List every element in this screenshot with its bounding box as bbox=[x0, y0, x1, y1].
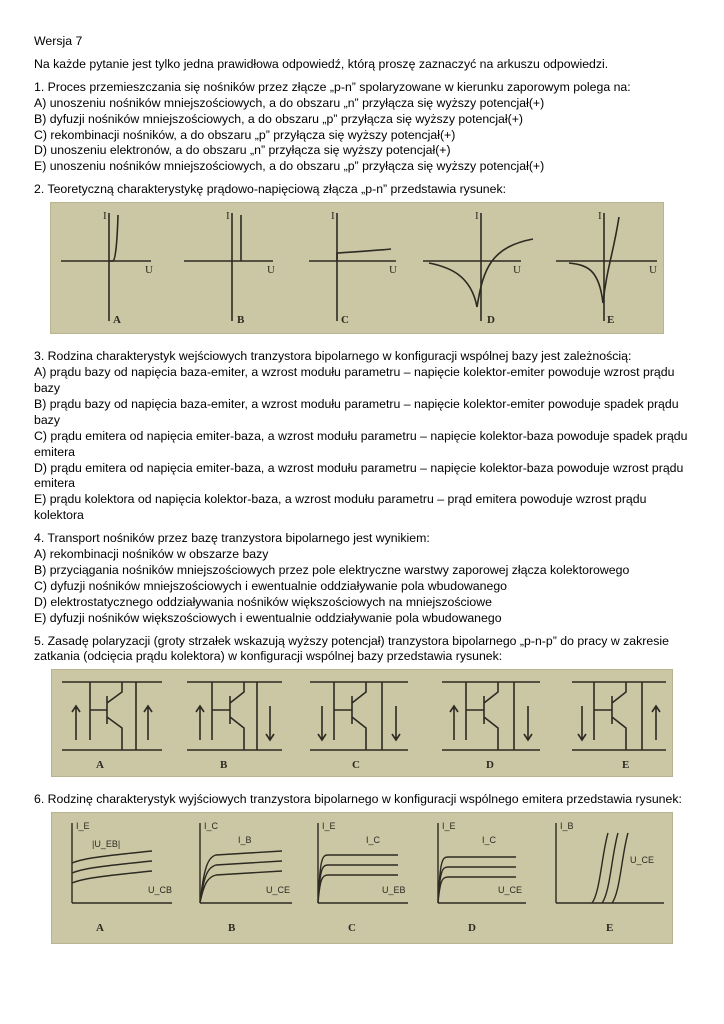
axis-label-i: I bbox=[103, 210, 107, 223]
answer-option: D) unoszeniu elektronów, a do obszaru „n” przyłącza się wyższy potencjał(+) bbox=[34, 143, 451, 158]
axis-label-y: I_C bbox=[204, 821, 219, 832]
question-4 bbox=[34, 531, 694, 626]
question-3 bbox=[34, 349, 694, 524]
figure-label-c: C bbox=[352, 759, 360, 772]
graph-e bbox=[556, 213, 657, 321]
axis-label-u: U bbox=[649, 264, 657, 277]
circuit-b bbox=[187, 682, 282, 750]
figure-label-c: C bbox=[341, 314, 349, 327]
answer-option: D) elektrostatycznego oddziaływania nośników większościowych na mniejszościowe bbox=[34, 594, 492, 609]
axis-label-y: I_B bbox=[560, 821, 574, 832]
axis-label-y: I_E bbox=[442, 821, 456, 832]
figure-label-a: A bbox=[96, 759, 104, 772]
question-1 bbox=[34, 80, 694, 175]
answer-option: B) dyfuzji nośników mniejszościowych, a do obszaru „p” przyłącza się wyższy potencjał(+) bbox=[34, 111, 523, 126]
figure-label-d: D bbox=[468, 922, 476, 935]
question-6 bbox=[34, 792, 694, 944]
graph-b bbox=[184, 213, 273, 321]
transistor-polarization-figure bbox=[51, 669, 673, 777]
axis-label-x: U_CB bbox=[148, 885, 173, 896]
question-text: 6. Rodzinę charakterystyk wyjściowych tranzystora bipolarnego w konfiguracji wspólnego emitera przedstawia rysunek: bbox=[34, 792, 682, 807]
axis-label-y: I_E bbox=[322, 821, 336, 832]
circuit-c bbox=[310, 682, 408, 750]
output-graphs-svg bbox=[52, 813, 672, 943]
question-text: 2. Teoretyczną charakterystykę prądowo-napięciową złącza „p-n” przedstawia rysunek: bbox=[34, 182, 507, 197]
axis-label-u: U bbox=[267, 264, 275, 277]
axis-label-u: U bbox=[389, 264, 397, 277]
graph-c bbox=[309, 213, 396, 321]
instruction-text: Na każde pytanie jest tylko jedna prawidłowa odpowiedź, którą proszę zaznaczyć na arkuszu odpowiedzi. bbox=[34, 56, 609, 71]
version-label: Wersja 7 bbox=[34, 34, 83, 48]
answer-option: E) prądu kolektora od napięcia kolektor-baza, a wzrost modułu parametru – prąd emitera powoduje wzrost prądu kolektora bbox=[34, 492, 647, 523]
param-label: I_C bbox=[482, 835, 497, 846]
answer-option: C) dyfuzji nośników mniejszościowych i ewentualnie oddziaływanie pola wbudowanego bbox=[34, 578, 508, 593]
figure-label-d: D bbox=[486, 759, 494, 772]
figure-label-d: D bbox=[487, 314, 495, 327]
iv-graphs-svg bbox=[51, 203, 663, 333]
axis-label-i: I bbox=[475, 210, 479, 223]
circuit-a bbox=[62, 682, 162, 750]
param-label: I_B bbox=[238, 835, 252, 846]
figure-label-a: A bbox=[113, 314, 121, 327]
circuit-e bbox=[572, 682, 666, 750]
param-label: |U_EB| bbox=[92, 839, 121, 850]
answer-option: D) prądu emitera od napięcia emiter-baza, a wzrost modułu parametru – napięcie kolektor-baza powoduje wzrost prądu emitera bbox=[34, 460, 684, 491]
axis-label-i: I bbox=[331, 210, 335, 223]
axis-label-i: I bbox=[226, 210, 230, 223]
figure-label-b: B bbox=[220, 759, 228, 772]
answer-option: C) prądu emitera od napięcia emiter-baza, a wzrost modułu parametru – napięcie kolektor-baza powoduje spadek prądu emitera bbox=[34, 428, 688, 459]
axis-label-x: U_EB bbox=[382, 885, 406, 896]
question-5 bbox=[34, 634, 694, 778]
question-text: 4. Transport nośników przez bazę tranzystora bipolarnego jest wynikiem: bbox=[34, 531, 430, 546]
answer-option: E) dyfuzji nośników większościowych i ewentualnie oddziaływanie pola wbudowanego bbox=[34, 610, 502, 625]
circuit-d bbox=[442, 682, 540, 750]
exam-page bbox=[34, 34, 694, 951]
axis-label-u: U bbox=[145, 264, 153, 277]
answer-option: B) prądu bazy od napięcia baza-emiter, a wzrost modułu parametru – napięcie kolektor-emiter powoduje spadek prądu bazy bbox=[34, 396, 679, 427]
figure-label-c: C bbox=[348, 922, 356, 935]
answer-option: C) rekombinacji nośników, a do obszaru „p” przyłącza się wyższy potencjał(+) bbox=[34, 127, 456, 142]
figure-label-b: B bbox=[228, 922, 236, 935]
answer-option: A) prądu bazy od napięcia baza-emiter, a wzrost modułu parametru – napięcie kolektor-emiter powoduje wzrost prądu bazy bbox=[34, 365, 675, 395]
iv-characteristic-figure bbox=[50, 202, 664, 334]
question-text: 3. Rodzina charakterystyk wejściowych tranzystora bipolarnego w konfiguracji wspólnej bazy jest zależnością: bbox=[34, 349, 632, 364]
answer-option: A) rekombinacji nośników w obszarze bazy bbox=[34, 547, 269, 562]
figure-label-e: E bbox=[622, 759, 630, 772]
axis-label-i: I bbox=[598, 210, 602, 223]
param-label: U_CE bbox=[630, 855, 655, 866]
axis-label-x: U_CE bbox=[498, 885, 523, 896]
polarization-svg bbox=[52, 670, 672, 776]
graph-a bbox=[61, 213, 151, 321]
answer-option: E) unoszeniu nośników mniejszościowych, a do obszaru „p” przyłącza się wyższy potencjał(+) bbox=[34, 159, 545, 174]
axis-label-u: U bbox=[513, 264, 521, 277]
answer-option: A) unoszeniu nośników mniejszościowych, a do obszaru „n” przyłącza się wyższy potencjał(+) bbox=[34, 95, 545, 110]
question-2 bbox=[34, 182, 694, 334]
question-text: 1. Proces przemieszczania się nośników przez złącze „p-n” spolaryzowane w kierunku zaporowym polega na: bbox=[34, 79, 631, 94]
figure-label-a: A bbox=[96, 922, 104, 935]
figure-label-b: B bbox=[237, 314, 245, 327]
param-label: I_C bbox=[366, 835, 381, 846]
figure-label-e: E bbox=[607, 314, 615, 327]
output-characteristics-figure bbox=[51, 812, 673, 944]
axis-label-x: U_CE bbox=[266, 885, 291, 896]
question-text: 5. Zasadę polaryzacji (groty strzałek wskazują wyższy potencjał) tranzystora bipolarnego „p-n-p” do pracy w zakresie zatkania (odcięcia prądu kolektora) w konfiguracji wspólnej bazy przedstawia rysunek: bbox=[34, 633, 669, 664]
answer-option: B) przyciągania nośników mniejszościowych przez pole elektryczne warstwy zaporowej złącza kolektorowego bbox=[34, 562, 630, 577]
figure-label-e: E bbox=[606, 922, 614, 935]
axis-label-y: I_E bbox=[76, 821, 90, 832]
